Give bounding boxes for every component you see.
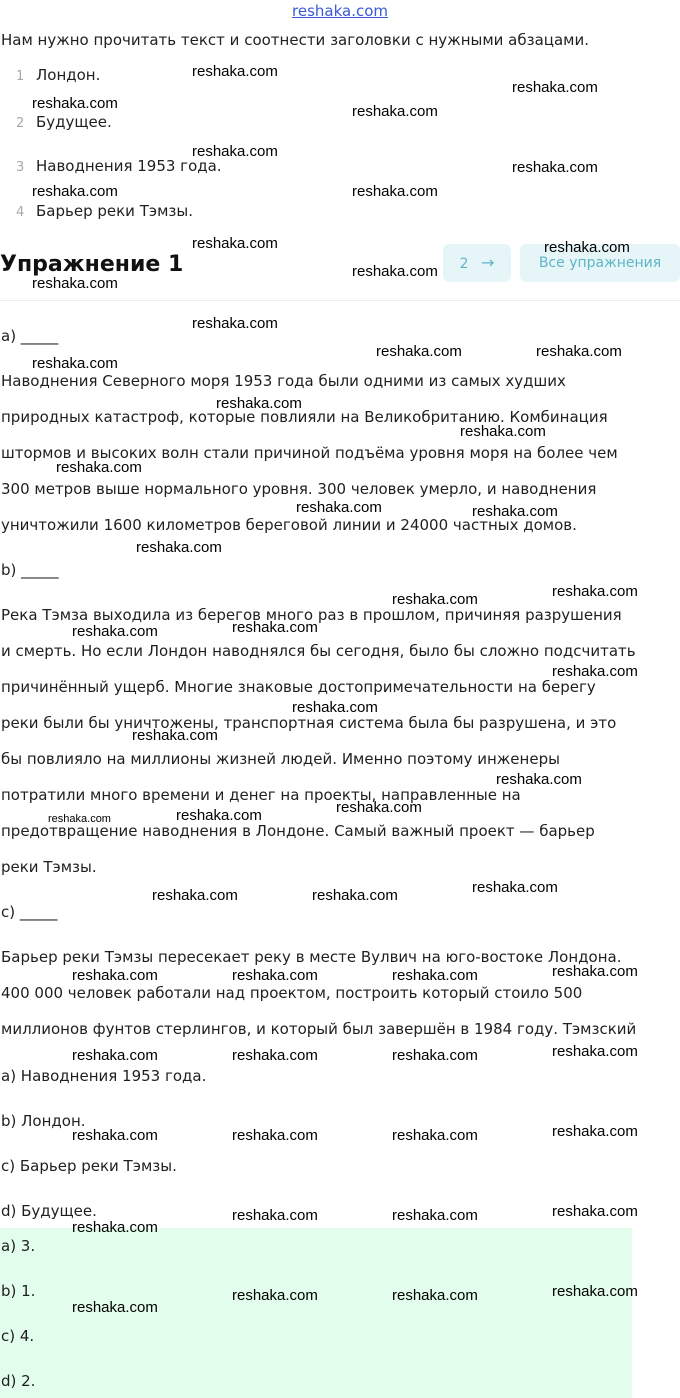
watermark: reshaka.com [72,1047,158,1064]
watermark: reshaka.com [192,315,278,332]
paragraph-line: 400 000 человек работали над проектом, построить который стоило 500 [1,984,583,1002]
watermark: reshaka.com [192,235,278,252]
watermark: reshaka.com [72,1299,158,1316]
translation-line: a) Наводнения 1953 года. [1,1067,207,1085]
watermark: reshaka.com [132,727,218,744]
watermark: reshaka.com [232,1047,318,1064]
watermark: reshaka.com [32,275,118,292]
blank-b: b) _____ [1,561,59,579]
watermark: reshaka.com [232,1207,318,1224]
answer-line: c) 4. [1,1327,35,1345]
exercise-title: Упражнение 1 [0,252,184,277]
paragraph-line: миллионов фунтов стерлингов, и который был завершён в 1984 году. Тэмзский [1,1020,637,1038]
watermark: reshaka.com [512,79,598,96]
watermark: reshaka.com [176,807,262,824]
blank-c: c) _____ [1,903,58,921]
answer-line: d) 2. [1,1372,36,1390]
watermark: reshaka.com [392,1047,478,1064]
watermark: reshaka.com [232,619,318,636]
watermark: reshaka.com [352,263,438,280]
watermark: reshaka.com [552,1203,638,1220]
watermark: reshaka.com [56,459,142,476]
watermark: reshaka.com [312,887,398,904]
watermark: reshaka.com [72,623,158,640]
watermark: reshaka.com [72,967,158,984]
list-label: Будущее. [36,113,112,131]
paragraph-line: штормов и высоких волн стали причиной подъёма уровня моря на более чем [1,444,618,462]
paragraph-line: уничтожили 1600 километров береговой линии и 24000 частных домов. [1,516,577,534]
watermark: reshaka.com [72,1219,158,1236]
list-item [16,66,100,84]
watermark: reshaka.com [232,1127,318,1144]
answer-line: b) 1. [1,1282,36,1300]
watermark: reshaka.com [136,539,222,556]
watermark: reshaka.com [232,967,318,984]
all-exercises-button[interactable]: Все упражнения [520,244,680,282]
watermark: reshaka.com [192,63,278,80]
watermark: reshaka.com [32,95,118,112]
list-number: 3 [16,160,25,175]
paragraph-line: Барьер реки Тэмзы пересекает реку в месте Вулвич на юго-востоке Лондона. [1,948,622,966]
watermark: reshaka.com [536,343,622,360]
list-item [16,202,193,220]
divider [0,300,680,301]
watermark: reshaka.com [232,1287,318,1304]
next-exercise-button[interactable] [443,244,511,282]
watermark: reshaka.com [552,663,638,680]
watermark: reshaka.com [496,771,582,788]
paragraph-line: и смерть. Но если Лондон наводнялся бы сегодня, было бы сложно подсчитать [1,642,636,660]
paragraph-line: Наводнения Северного моря 1953 года были одними из самых худших [1,372,566,390]
watermark: reshaka.com [192,143,278,160]
site-link[interactable]: reshaka.com [292,2,388,20]
paragraph-line: бы повлияло на миллионы жизней людей. Именно поэтому инженеры [1,750,560,768]
task-intro: Нам нужно прочитать текст и соотнести заголовки с нужными абзацами. [1,31,590,49]
watermark: reshaka.com [152,887,238,904]
watermark: reshaka.com [392,967,478,984]
list-label: Лондон. [36,66,101,84]
list-label: Барьер реки Тэмзы. [36,202,193,220]
watermark: reshaka.com [392,591,478,608]
paragraph-line: 300 метров выше нормального уровня. 300 человек умерло, и наводнения [1,480,597,498]
watermark: reshaka.com [472,503,558,520]
watermark: reshaka.com [552,583,638,600]
translation-line: c) Барьер реки Тэмзы. [1,1157,177,1175]
list-item [16,157,222,175]
watermark: reshaka.com [216,395,302,412]
paragraph-line: предотвращение наводнения в Лондоне. Самый важный проект — барьер [1,822,595,840]
watermark: reshaka.com [32,183,118,200]
watermark: reshaka.com [72,1127,158,1144]
watermark: reshaka.com [552,963,638,980]
watermark: reshaka.com [552,1123,638,1140]
list-number: 4 [16,205,25,220]
list-label: Наводнения 1953 года. [36,157,222,175]
watermark: reshaka.com [32,355,118,372]
watermark: reshaka.com [352,183,438,200]
list-number: 1 [16,69,25,84]
watermark: reshaka.com [296,499,382,516]
watermark: reshaka.com [376,343,462,360]
paragraph-line: причинённый ущерб. Многие знаковые достопримечательности на берегу [1,678,596,696]
list-item [16,113,112,131]
watermark: reshaka.com [460,423,546,440]
watermark: reshaka.com [472,879,558,896]
paragraph-line: реки были бы уничтожены, транспортная система была бы разрушена, и это [1,714,617,732]
watermark: reshaka.com [352,103,438,120]
arrow-right-icon: → [480,253,495,272]
paragraph-line: природных катастроф, которые повлияли на Великобританию. Комбинация [1,408,608,426]
watermark: reshaka.com [552,1283,638,1300]
answer-line: a) 3. [1,1237,36,1255]
paragraph-line: реки Тэмзы. [1,858,97,876]
watermark: reshaka.com [392,1287,478,1304]
watermark: reshaka.com [544,239,630,256]
watermark: reshaka.com [292,699,378,716]
next-exercise-label: 2 [459,256,469,272]
blank-a: a) _____ [1,327,59,345]
translation-line: d) Будущее. [1,1202,97,1220]
watermark: reshaka.com [392,1207,478,1224]
translation-line: b) Лондон. [1,1112,86,1130]
watermark: reshaka.com [512,159,598,176]
paragraph-line: потратили много времени и денег на проекты, направленные на [1,786,521,804]
watermark: reshaka.com [552,1043,638,1060]
watermark: reshaka.com [392,1127,478,1144]
paragraph-line: Река Тэмза выходила из берегов много раз в прошлом, причиняя разрушения [1,606,622,624]
list-number: 2 [16,116,25,131]
watermark: reshaka.com [48,813,111,825]
watermark: reshaka.com [336,799,422,816]
